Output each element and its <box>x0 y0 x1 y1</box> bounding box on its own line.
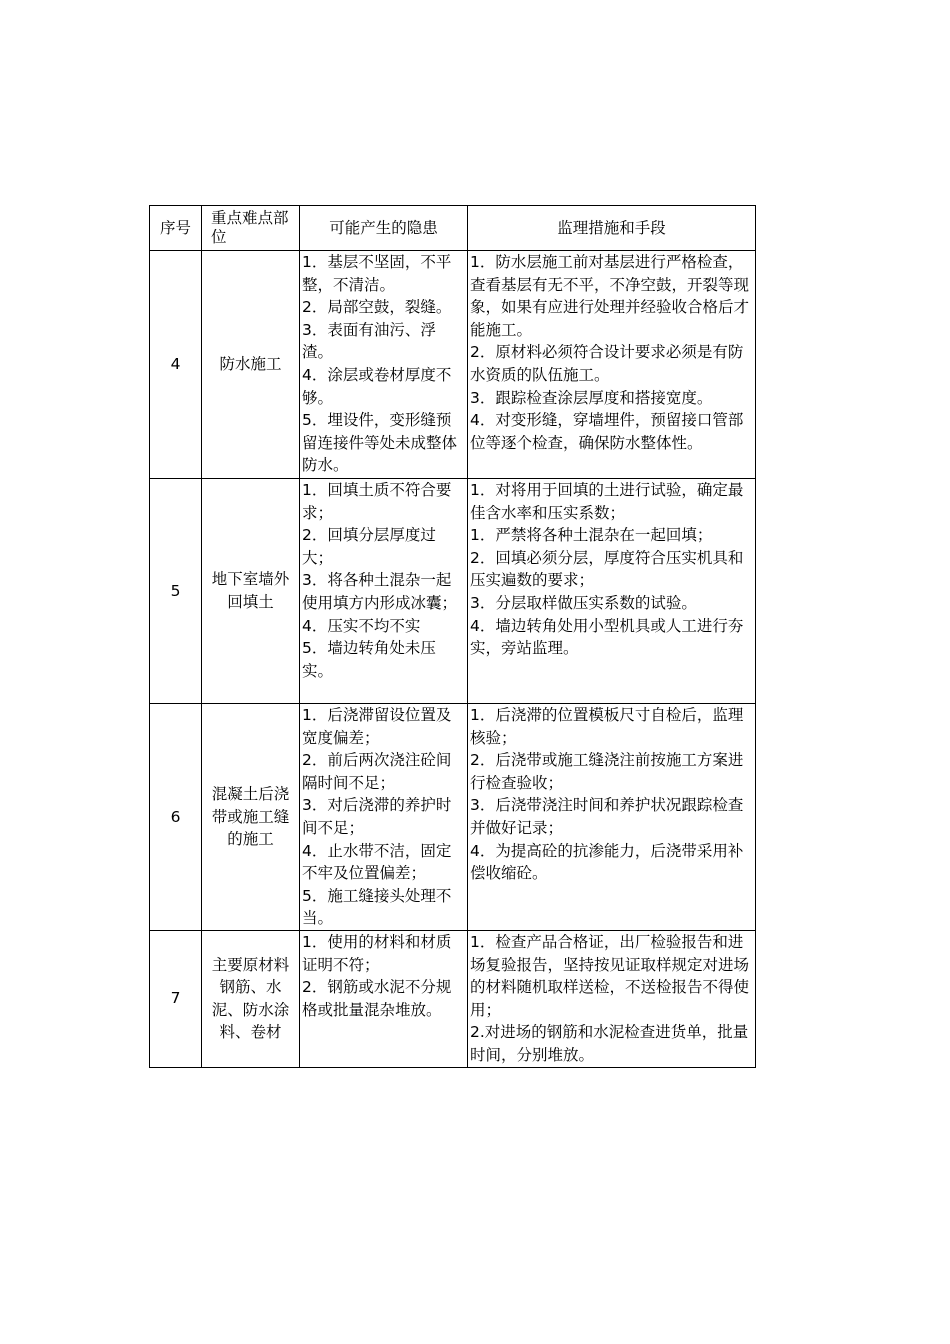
row-hazards <box>300 930 468 1067</box>
hazard-item: 4．涂层或卷材厚度不够。 <box>302 365 452 407</box>
row-measures <box>468 251 756 479</box>
row-number: 4 <box>150 251 202 479</box>
row-hazards <box>300 251 468 479</box>
measure-item: 4．墙边转角处用小型机具或人工进行夯实，旁站监理。 <box>470 616 744 658</box>
row-part: 地下室墙外回填土 <box>202 479 300 704</box>
row-measures <box>468 704 756 931</box>
measure-item: 2．后浇带或施工缝浇注前按施工方案进行检查验收； <box>470 751 744 792</box>
measure-item: 1．检查产品合格证，出厂检验报告和进场复验报告，坚持按见证取样规定对进场的材料随机取样送检，不送检报告不得使用； <box>470 932 750 1019</box>
hazard-item: 5．墙边转角处未压实。 <box>302 639 436 680</box>
measure-item: 2.对进场的钢筋和水泥检查进货单，批量时间，分别堆放。 <box>470 1023 749 1064</box>
hazard-item: 3．对后浇滞的养护时间不足； <box>302 796 452 837</box>
measure-item: 1．防水层施工前对基层进行严格检查，查看基层有无不平，不净空鼓，开裂等现象，如果有应进行处理并经验收合格后才能施工。 <box>470 253 750 339</box>
measure-item: 1．严禁将各种土混杂在一起回填； <box>470 526 713 545</box>
row-number: 6 <box>150 704 202 931</box>
hazard-item: 2．局部空鼓，裂缝。 <box>302 298 452 317</box>
hazard-item: 4．止水带不洁，固定不牢及位置偏差； <box>302 841 452 883</box>
hazard-item: 1．使用的材料和材质证明不符； <box>302 932 452 974</box>
measure-item: 3．跟踪检查涂层厚度和搭接宽度。 <box>470 388 713 407</box>
hazard-item: 4．压实不均不实 <box>302 616 421 635</box>
hazard-item: 1．回填土质不符合要求； <box>302 481 452 522</box>
hazard-item: 1．后浇滞留设位置及宽度偏差； <box>302 706 452 747</box>
hazard-item: 3．将各种土混杂一起使用填方内形成冰囊； <box>302 571 458 612</box>
measure-item: 4．为提高砼的抗渗能力，后浇带采用补偿收缩砼。 <box>470 841 744 883</box>
row-hazards <box>300 479 468 704</box>
hazard-item: 2．回填分层厚度过大； <box>302 526 436 567</box>
table-header-row <box>150 206 756 251</box>
header-part: 重点难点部位 <box>202 206 300 251</box>
measure-item: 1．对将用于回填的土进行试验，确定最佳含水率和压实系数； <box>470 481 744 522</box>
table-row <box>150 930 756 1067</box>
measure-item: 3．后浇带浇注时间和养护状况跟踪检查并做好记录； <box>470 796 744 837</box>
row-measures <box>468 479 756 704</box>
header-measures: 监理措施和手段 <box>468 206 756 251</box>
hazard-item: 3．表面有油污、浮渣。 <box>302 320 436 362</box>
hazard-item: 2．前后两次浇注砼间隔时间不足； <box>302 751 452 792</box>
measure-item: 4．对变形缝，穿墙埋件，预留接口管部位等逐个检查，确保防水整体性。 <box>470 411 744 452</box>
header-hazards: 可能产生的隐患 <box>300 206 468 251</box>
row-part: 主要原材料钢筋、水泥、防水涂料、卷材 <box>202 930 300 1067</box>
row-number: 5 <box>150 479 202 704</box>
table-row <box>150 479 756 704</box>
measure-item: 3．分层取样做压实系数的试验。 <box>470 593 697 612</box>
row-number: 7 <box>150 930 202 1067</box>
row-measures <box>468 930 756 1067</box>
hazard-item: 5．施工缝接头处理不当。 <box>302 886 452 928</box>
table-row <box>150 704 756 931</box>
row-part: 混凝土后浇带或施工缝的施工 <box>202 704 300 931</box>
row-hazards <box>300 704 468 931</box>
hazard-item: 2．钢筋或水泥不分规格或批量混杂堆放。 <box>302 978 452 1019</box>
row-part: 防水施工 <box>202 251 300 479</box>
header-no: 序号 <box>150 206 202 251</box>
hazard-item: 5．埋设件，变形缝预留连接件等处未成整体防水。 <box>302 411 458 475</box>
measure-item: 2．回填必须分层，厚度符合压实机具和压实遍数的要求； <box>470 548 744 590</box>
measure-item: 1．后浇滞的位置模板尺寸自检后，监理核验； <box>470 706 744 747</box>
measure-item: 2．原材料必须符合设计要求必须是有防水资质的队伍施工。 <box>470 343 744 384</box>
hazard-item: 1．基层不坚固，不平整，不清洁。 <box>302 253 452 294</box>
table-row <box>150 251 756 479</box>
supervision-key-points-table <box>149 205 756 1068</box>
